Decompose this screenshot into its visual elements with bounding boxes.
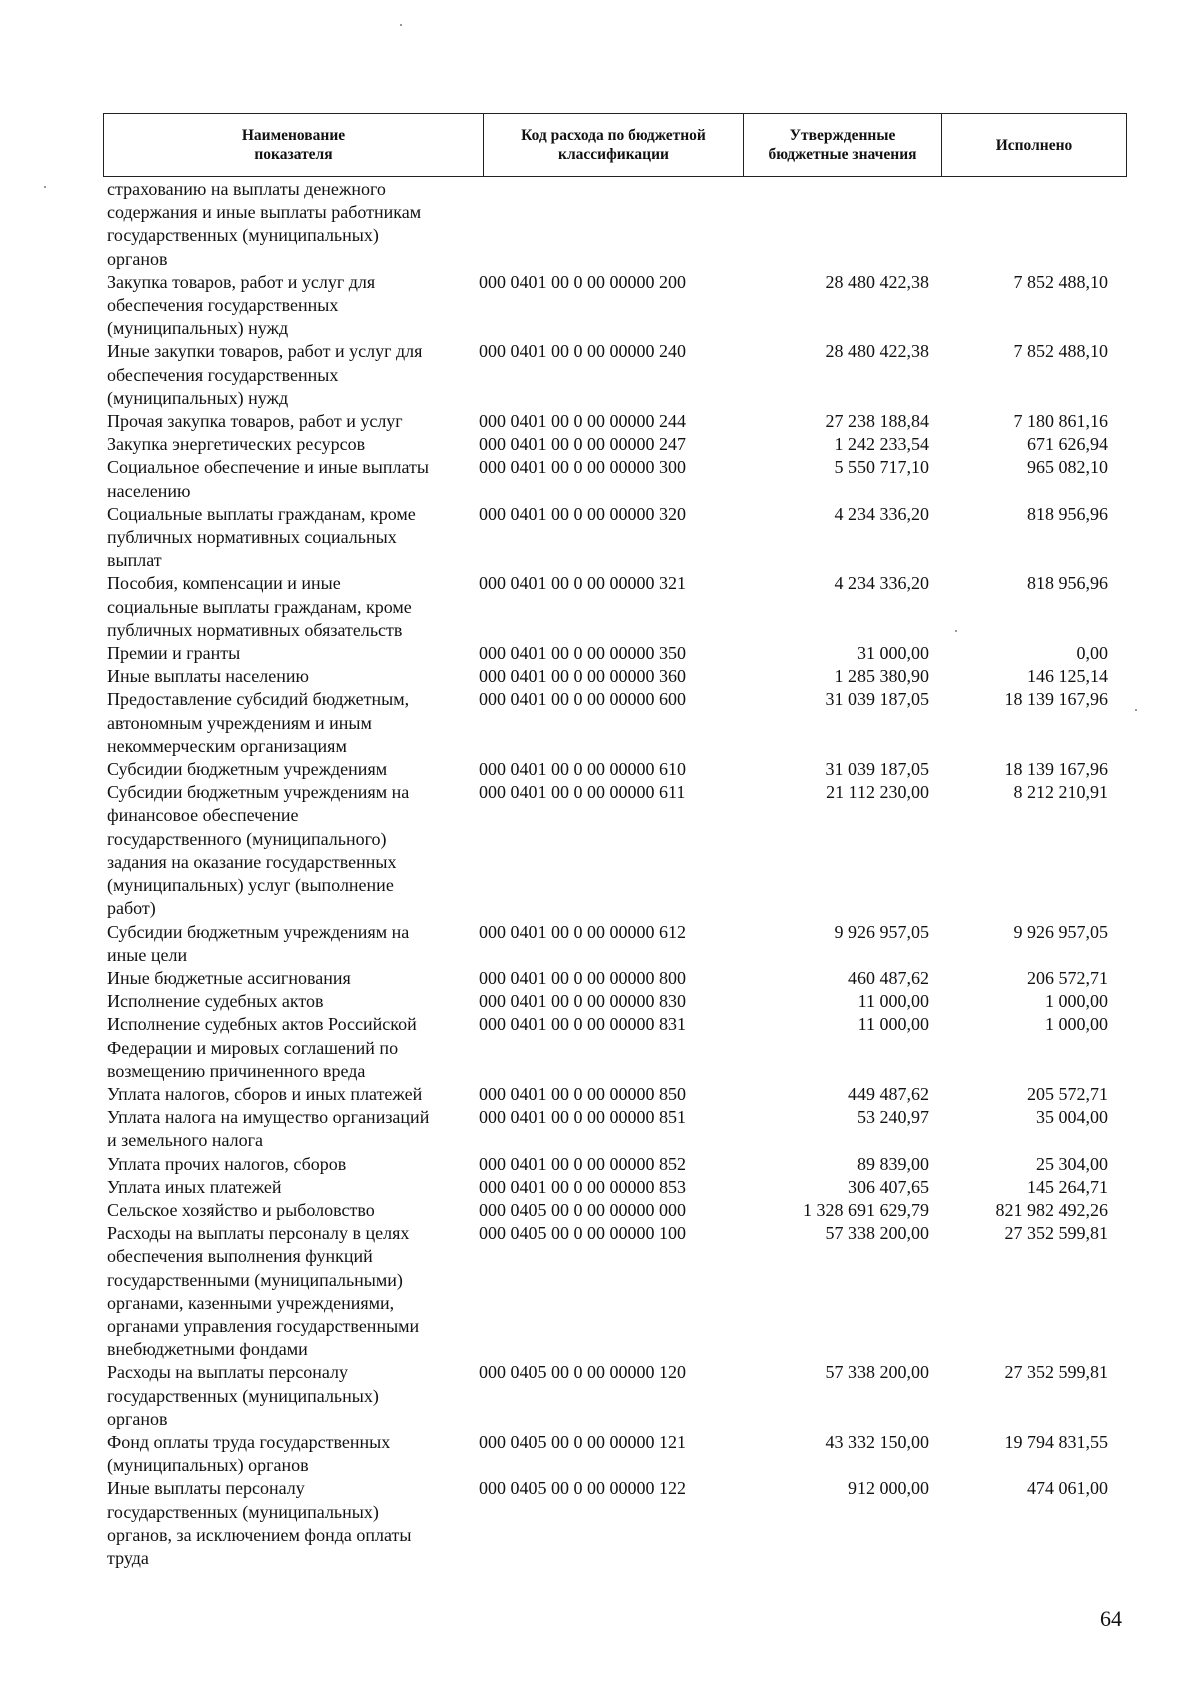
- cell-code: 000 0401 00 0 00 00000 852: [479, 1153, 686, 1174]
- cell-code: 000 0405 00 0 00 00000 000: [479, 1199, 686, 1220]
- table-row: [107, 271, 1127, 341]
- cell-executed: 206 572,71: [1027, 967, 1108, 988]
- cell-code: 000 0401 00 0 00 00000 851: [479, 1107, 686, 1128]
- cell-executed: 7 852 488,10: [1013, 271, 1108, 292]
- cell-approved: 28 480 422,38: [825, 341, 929, 362]
- table-row: [107, 1153, 1127, 1176]
- table-header: [103, 113, 1127, 177]
- cell-executed: 18 139 167,96: [1004, 759, 1108, 780]
- table-row: [107, 503, 1127, 573]
- cell-approved: 306 407,65: [848, 1176, 929, 1197]
- cell-name: Уплата иных платежей: [107, 1176, 282, 1197]
- cell-approved: 449 487,62: [848, 1083, 929, 1104]
- table-row: [107, 178, 1127, 271]
- cell-executed: 818 956,96: [1027, 503, 1108, 524]
- cell-executed: [929, 178, 1108, 271]
- cell-executed: 818 956,96: [1027, 573, 1108, 594]
- cell-name: Иные бюджетные ассигнования: [107, 967, 351, 988]
- cell-approved: 21 112 230,00: [826, 782, 929, 803]
- cell-code: 000 0401 00 0 00 00000 244: [479, 411, 686, 432]
- cell-name: Уплата налога на имущество организаций и земельного налога: [107, 1107, 430, 1151]
- cell-approved: 460 487,62: [848, 967, 929, 988]
- cell-executed: 1 000,00: [1045, 1014, 1108, 1035]
- table-row: [107, 688, 1127, 758]
- scan-speck: [400, 24, 402, 26]
- cell-name: Исполнение судебных актов: [107, 991, 324, 1012]
- cell-name: Иные закупки товаров, работ и услуг для обеспечения государственных (муниципальных) нужд: [107, 341, 423, 408]
- table-row: [107, 340, 1127, 410]
- cell-name: Предоставление субсидий бюджетным, автономным учреждениям и иным некоммерческим организациям: [107, 689, 410, 756]
- cell-name: Социальное обеспечение и иные выплаты населению: [107, 457, 429, 501]
- cell-approved: 27 238 188,84: [825, 411, 929, 432]
- cell-name: Закупка товаров, работ и услуг для обеспечения государственных (муниципальных) нужд: [107, 271, 376, 339]
- cell-name: Прочая закупка товаров, работ и услуг: [107, 411, 403, 432]
- table-row: [107, 1083, 1127, 1106]
- cell-approved: 1 328 691 629,79: [803, 1199, 929, 1220]
- cell-code: 000 0401 00 0 00 00000 350: [479, 643, 686, 664]
- cell-approved: 1 285 380,90: [834, 666, 929, 687]
- cell-name: Уплата прочих налогов, сборов: [107, 1153, 347, 1174]
- table-row: [107, 967, 1127, 990]
- cell-executed: 25 304,00: [1036, 1153, 1108, 1174]
- cell-name: Субсидии бюджетным учреждениям: [107, 759, 388, 780]
- cell-executed: 7 180 861,16: [1013, 411, 1108, 432]
- cell-name: Исполнение судебных актов Российской Федерации и мировых соглашений по возмещению причиненного вреда: [107, 1014, 417, 1081]
- cell-executed: 205 572,71: [1027, 1083, 1108, 1104]
- cell-code: 000 0401 00 0 00 00000 200: [479, 271, 686, 292]
- table-row: [107, 410, 1127, 433]
- cell-executed: 1 000,00: [1045, 991, 1108, 1012]
- cell-executed: 27 352 599,81: [1004, 1362, 1108, 1383]
- cell-name: Иные выплаты населению: [107, 666, 309, 687]
- cell-executed: 7 852 488,10: [1013, 341, 1108, 362]
- cell-executed: 18 139 167,96: [1004, 689, 1108, 710]
- header-name: Наименование показателя: [104, 114, 484, 176]
- cell-name: Расходы на выплаты персоналу в целях обеспечения выполнения функций государственными (муниципальными) органами, казенными учреждениями, органами управления государственными внебюджетными фондами: [107, 1223, 420, 1360]
- cell-code: 000 0401 00 0 00 00000 300: [479, 457, 686, 478]
- header-approved: Утвержденные бюджетные значения: [744, 114, 942, 176]
- scan-speck: [955, 630, 957, 632]
- cell-executed: 27 352 599,81: [1004, 1223, 1108, 1244]
- cell-approved: 57 338 200,00: [825, 1223, 929, 1244]
- cell-code: 000 0401 00 0 00 00000 610: [479, 759, 686, 780]
- cell-executed: 821 982 492,26: [995, 1199, 1108, 1220]
- cell-code: 000 0401 00 0 00 00000 360: [479, 666, 686, 687]
- header-executed: Исполнено: [995, 136, 1073, 154]
- cell-approved: [749, 178, 929, 271]
- table-row: [107, 1222, 1127, 1361]
- cell-executed: 35 004,00: [1036, 1107, 1108, 1128]
- cell-name: страхованию на выплаты денежного содержания и иные выплаты работникам государственных (муниципальных) органов: [107, 179, 422, 269]
- cell-executed: 146 125,14: [1027, 666, 1108, 687]
- cell-approved: 11 000,00: [857, 1014, 929, 1035]
- cell-code: 000 0401 00 0 00 00000 320: [479, 503, 686, 524]
- cell-executed: 474 061,00: [1027, 1478, 1108, 1499]
- cell-approved: 9 926 957,05: [834, 921, 929, 942]
- table-row: [107, 1361, 1127, 1431]
- cell-name: Премии и гранты: [107, 643, 241, 664]
- cell-executed: 145 264,71: [1027, 1176, 1108, 1197]
- cell-approved: 5 550 717,10: [834, 457, 929, 478]
- cell-approved: 4 234 336,20: [834, 573, 929, 594]
- cell-approved: 1 242 233,54: [834, 434, 929, 455]
- table-row: [107, 456, 1127, 502]
- cell-name: Субсидии бюджетным учреждениям на иные цели: [107, 921, 410, 965]
- table-row: [107, 781, 1127, 920]
- cell-code: 000 0401 00 0 00 00000 831: [479, 1014, 686, 1035]
- table-row: [107, 433, 1127, 456]
- cell-name: Расходы на выплаты персоналу государственных (муниципальных) органов: [107, 1362, 379, 1429]
- cell-code: 000 0401 00 0 00 00000 247: [479, 434, 686, 455]
- cell-code: 000 0401 00 0 00 00000 612: [479, 921, 686, 942]
- table-row: [107, 665, 1127, 688]
- cell-executed: 965 082,10: [1027, 457, 1108, 478]
- cell-code: 000 0401 00 0 00 00000 850: [479, 1083, 686, 1104]
- cell-name: Иные выплаты персоналу государственных (муниципальных) органов, за исключением фонда оплаты труда: [107, 1478, 412, 1568]
- table-body: [107, 178, 1127, 1570]
- cell-approved: 31 039 187,05: [825, 759, 929, 780]
- cell-executed: 8 212 210,91: [1013, 782, 1108, 803]
- cell-approved: 53 240,97: [857, 1107, 929, 1128]
- table-row: [107, 1199, 1127, 1222]
- cell-code: 000 0401 00 0 00 00000 321: [479, 573, 686, 594]
- table-row: [107, 572, 1127, 642]
- header-code: Код расхода по бюджетной классификации: [484, 114, 744, 176]
- cell-code: 000 0405 00 0 00 00000 100: [479, 1223, 686, 1244]
- table-row: [107, 642, 1127, 665]
- cell-code: 000 0405 00 0 00 00000 120: [479, 1362, 686, 1383]
- cell-approved: 31 039 187,05: [825, 689, 929, 710]
- cell-code: 000 0405 00 0 00 00000 122: [479, 1478, 686, 1499]
- cell-executed: 19 794 831,55: [1004, 1431, 1108, 1452]
- cell-code: 000 0401 00 0 00 00000 600: [479, 689, 686, 710]
- table-row: [107, 921, 1127, 967]
- table-row: [107, 990, 1127, 1013]
- cell-name: Фонд оплаты труда государственных (муниципальных) органов: [107, 1431, 391, 1476]
- cell-code: 000 0401 00 0 00 00000 800: [479, 967, 686, 988]
- cell-approved: 57 338 200,00: [825, 1362, 929, 1383]
- cell-name: Социальные выплаты гражданам, кроме публичных нормативных социальных выплат: [107, 503, 416, 571]
- cell-code: 000 0401 00 0 00 00000 611: [479, 782, 686, 803]
- cell-executed: 671 626,94: [1027, 434, 1108, 455]
- cell-name: Пособия, компенсации и иные социальные выплаты гражданам, кроме публичных нормативных обязательств: [107, 573, 412, 640]
- cell-executed: 0,00: [1076, 643, 1108, 664]
- cell-executed: 9 926 957,05: [1013, 921, 1108, 942]
- cell-code: 000 0401 00 0 00 00000 853: [479, 1176, 686, 1197]
- cell-approved: 912 000,00: [848, 1478, 929, 1499]
- cell-code: 000 0401 00 0 00 00000 830: [479, 991, 686, 1012]
- cell-name: Уплата налогов, сборов и иных платежей: [107, 1083, 423, 1104]
- cell-approved: 28 480 422,38: [825, 271, 929, 292]
- scan-speck: [1135, 709, 1137, 711]
- cell-approved: 89 839,00: [857, 1153, 929, 1174]
- cell-code: 000 0405 00 0 00 00000 121: [479, 1431, 686, 1452]
- page-number: 64: [1100, 1606, 1122, 1631]
- cell-name: Сельское хозяйство и рыболовство: [107, 1199, 375, 1220]
- table-row: [107, 758, 1127, 781]
- cell-name: Субсидии бюджетным учреждениям на финансовое обеспечение государственного (муниципального) задания на оказание государственных (муниципальных) услуг (выполнение работ): [107, 782, 410, 919]
- cell-approved: 43 332 150,00: [825, 1431, 929, 1452]
- cell-approved: 31 000,00: [857, 643, 929, 664]
- table-row: [107, 1176, 1127, 1199]
- table-row: [107, 1013, 1127, 1083]
- scan-speck: [44, 186, 46, 188]
- cell-code: [479, 178, 749, 271]
- cell-approved: 11 000,00: [857, 991, 929, 1012]
- cell-approved: 4 234 336,20: [834, 503, 929, 524]
- cell-code: 000 0401 00 0 00 00000 240: [479, 341, 686, 362]
- table-row: [107, 1431, 1127, 1477]
- table-row: [107, 1477, 1127, 1570]
- cell-name: Закупка энергетических ресурсов: [107, 434, 366, 455]
- table-row: [107, 1106, 1127, 1152]
